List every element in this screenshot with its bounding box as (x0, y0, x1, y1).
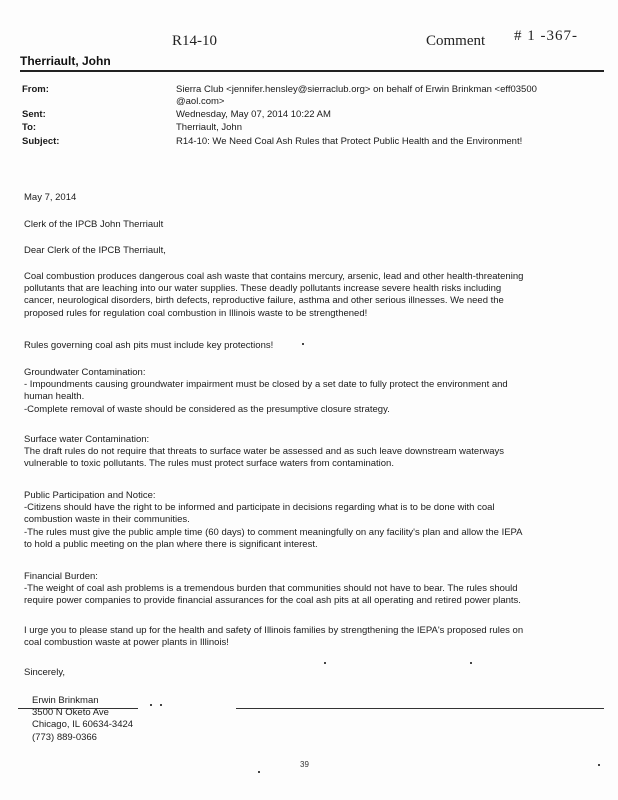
letter-salutation: Dear Clerk of the IPCB Therriault, (24, 245, 166, 256)
header-divider (20, 70, 604, 72)
docket-number: R14-10 (172, 33, 217, 49)
from-label: From: (22, 84, 49, 95)
public-participation-section (24, 490, 590, 551)
section-line: vulnerable to toxic pollutants. The rules must protect surface waters from contamination. (24, 458, 394, 470)
scan-speck (150, 704, 152, 706)
section-heading: Surface water Contamination: (24, 434, 150, 445)
signoff: Sincerely, (24, 667, 66, 678)
signature-phone: (773) 889-0366 (32, 731, 97, 743)
comment-label: Comment (426, 33, 486, 49)
from-value (176, 84, 586, 108)
letter-addressee: Clerk of the IPCB John Therriault (24, 219, 164, 230)
scan-speck (302, 343, 304, 345)
scan-speck (598, 764, 600, 766)
letter-date: May 7, 2014 (24, 192, 77, 203)
scan-speck (470, 662, 472, 664)
scan-speck (160, 704, 162, 706)
subject-value: R14-10: We Need Coal Ash Rules that Protect Public Health and the Environment! (176, 136, 523, 147)
signature-block (32, 695, 332, 744)
closing-line: coal combustion waste at power plants in Illinois! (24, 637, 229, 649)
scan-speck (258, 771, 260, 773)
section-heading: Financial Burden: (24, 571, 98, 582)
sent-label: Sent: (22, 109, 46, 120)
closing-paragraph (24, 625, 590, 649)
groundwater-section (24, 367, 590, 416)
section-line: to hold a public meeting on the plan where there is significant interest. (24, 538, 318, 550)
section-line: combustion waste in their communities. (24, 514, 190, 526)
intro-line: proposed rules for regulation coal combustion in Illinois waste to be strengthened! (24, 307, 368, 319)
sent-value: Wednesday, May 07, 2014 10:22 AM (176, 109, 331, 120)
signature-city: Chicago, IL 60634-3424 (32, 719, 134, 731)
recipient-name: Therriault, John (20, 54, 111, 68)
intro-line: cancer, neurological disorders, birth defects, reproductive failure, asthma and other serious illnesses. We need the (24, 295, 504, 307)
section-line: The draft rules do not require that threats to surface water be assessed and as such leave downstream waterways (24, 446, 505, 458)
scan-speck (324, 662, 326, 664)
section-line: require power companies to provide financial assurances for the coal ash pits at all operating and retired power plants. (24, 595, 521, 607)
page-number: 39 (300, 760, 309, 769)
section-line: -Citizens should have the right to be informed and participate in decisions regarding what is to be done with coal (24, 502, 495, 514)
section-line: human health. (24, 391, 85, 403)
section-line: -Complete removal of waste should be considered as the presumptive closure strategy. (24, 403, 390, 415)
intro-paragraph (24, 271, 590, 320)
comment-number: # 1 -367- (514, 28, 578, 44)
surface-water-section (24, 434, 590, 471)
signature-address: 3500 N Oketo Ave (32, 707, 109, 719)
from-value-line-2: @aol.com> (176, 96, 225, 107)
section-line: - Impoundments causing groundwater impairment must be closed by a set date to fully protect the environment and (24, 379, 508, 391)
scan-line (18, 708, 138, 709)
intro-line: Coal combustion produces dangerous coal ash waste that contains mercury, arsenic, lead and other health-threatening (24, 271, 524, 282)
subject-label: Subject: (22, 136, 60, 147)
signature-name: Erwin Brinkman (32, 695, 99, 706)
section-line: -The rules must give the public ample time (60 days) to comment meaningfully on any facility's plan and allow the IEPA (24, 526, 523, 538)
closing-line: I urge you to please stand up for the health and safety of Illinois families by strengthening the IEPA's proposed rules on (24, 625, 524, 636)
rules-intro: Rules governing coal ash pits must include key protections! (24, 340, 274, 351)
section-heading: Public Participation and Notice: (24, 490, 156, 501)
financial-burden-section (24, 571, 590, 608)
section-line: -The weight of coal ash problems is a tremendous burden that communities should not have to bear. The rules should (24, 583, 518, 595)
scan-line (236, 708, 604, 709)
section-heading: Groundwater Contamination: (24, 367, 146, 378)
from-value-line-1: Sierra Club <jennifer.hensley@sierraclub.org> on behalf of Erwin Brinkman <eff03500 (176, 84, 537, 95)
to-label: To: (22, 122, 37, 133)
intro-line: pollutants that are leaching into our water supplies. These deadly pollutants increase severe health risks including (24, 283, 502, 295)
to-value: Therriault, John (176, 122, 243, 133)
